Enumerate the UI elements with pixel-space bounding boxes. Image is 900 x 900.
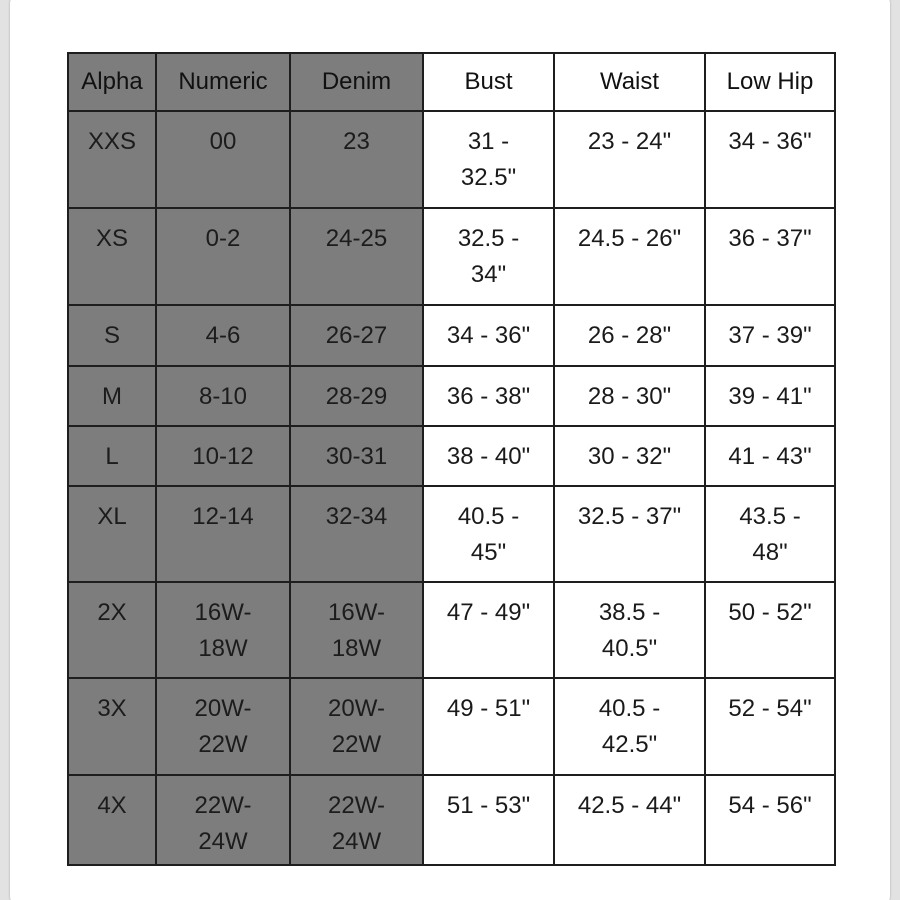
table-row <box>68 775 835 865</box>
cell-text: 34 - 36" <box>728 128 812 155</box>
cell-denim <box>290 486 423 582</box>
cell-alpha <box>68 111 156 208</box>
table-row <box>68 305 835 366</box>
table-row <box>68 111 835 208</box>
cell-numeric <box>156 678 290 775</box>
cell-numeric <box>156 111 290 208</box>
cell-bust <box>423 582 554 678</box>
cell-text: 28 - 30" <box>587 383 672 410</box>
cell-numeric <box>156 426 290 486</box>
cell-low-hip <box>705 366 835 426</box>
cell-bust <box>423 775 554 865</box>
table-row <box>68 366 835 426</box>
cell-text: 30 - 32" <box>587 443 672 470</box>
cell-text: 31 - 32.5" <box>460 128 517 191</box>
cell-bust <box>423 208 554 305</box>
cell-text: 26 - 28" <box>587 322 672 349</box>
cell-waist <box>554 305 705 366</box>
header-alpha: Alpha <box>68 53 156 111</box>
cell-text: 32.5 - 37" <box>577 503 682 530</box>
cell-text: 32-34 <box>325 503 388 530</box>
cell-numeric <box>156 775 290 865</box>
cell-text: S <box>103 322 120 349</box>
header-row <box>68 53 835 111</box>
cell-bust <box>423 486 554 582</box>
table-row <box>68 208 835 305</box>
cell-text: 50 - 52" <box>728 599 812 626</box>
cell-alpha <box>68 366 156 426</box>
cell-alpha <box>68 305 156 366</box>
cell-text: 8-10 <box>198 383 248 410</box>
header-denim: Denim <box>290 53 423 111</box>
cell-waist <box>554 208 705 305</box>
cell-text: 4-6 <box>205 322 241 349</box>
cell-low-hip <box>705 208 835 305</box>
cell-text: 20W-22W <box>194 695 252 758</box>
cell-text: 38 - 40" <box>446 443 531 470</box>
cell-text: XXS <box>87 128 137 155</box>
cell-numeric <box>156 582 290 678</box>
cell-denim <box>290 775 423 865</box>
table-row <box>68 582 835 678</box>
cell-text: 16W-18W <box>328 599 385 662</box>
cell-waist <box>554 582 705 678</box>
cell-text: 32.5 - 34" <box>457 225 520 288</box>
cell-low-hip <box>705 426 835 486</box>
cell-text: L <box>105 443 119 470</box>
cell-alpha <box>68 426 156 486</box>
cell-alpha <box>68 208 156 305</box>
cell-bust <box>423 426 554 486</box>
cell-numeric <box>156 208 290 305</box>
cell-text: 10-12 <box>192 443 254 470</box>
cell-numeric <box>156 305 290 366</box>
cell-text: 40.5 - 42.5" <box>598 695 661 758</box>
cell-text: 3X <box>97 695 127 722</box>
cell-alpha <box>68 486 156 582</box>
cell-low-hip <box>705 775 835 865</box>
cell-bust <box>423 366 554 426</box>
cell-text: 51 - 53" <box>446 792 531 819</box>
cell-text: 23 - 24" <box>587 128 672 155</box>
size-chart-table <box>67 52 836 866</box>
cell-text: 37 - 39" <box>728 322 812 349</box>
table-row <box>68 678 835 775</box>
cell-low-hip <box>705 678 835 775</box>
header-numeric: Numeric <box>156 53 290 111</box>
header-low-hip: Low Hip <box>705 53 835 111</box>
cell-text: XS <box>95 225 128 252</box>
cell-numeric <box>156 366 290 426</box>
cell-low-hip <box>705 486 835 582</box>
cell-text: 39 - 41" <box>728 383 812 410</box>
cell-text: 43.5 - 48" <box>739 503 801 566</box>
table-row <box>68 486 835 582</box>
cell-text: 47 - 49" <box>446 599 531 626</box>
cell-waist <box>554 366 705 426</box>
cell-denim <box>290 678 423 775</box>
cell-text: 22W-24W <box>194 792 252 855</box>
cell-bust <box>423 305 554 366</box>
cell-text: 0-2 <box>205 225 241 252</box>
cell-text: 16W-18W <box>194 599 252 662</box>
cell-text: 20W-22W <box>328 695 385 758</box>
cell-text: 52 - 54" <box>728 695 812 722</box>
cell-text: 49 - 51" <box>446 695 531 722</box>
cell-denim <box>290 305 423 366</box>
cell-text: 00 <box>209 128 237 155</box>
cell-waist <box>554 678 705 775</box>
cell-text: 38.5 - 40.5" <box>598 599 661 662</box>
cell-text: XL <box>97 503 127 530</box>
cell-text: M <box>102 383 122 410</box>
cell-text: 23 <box>343 128 370 155</box>
cell-text: 22W-24W <box>328 792 385 855</box>
cell-text: 42.5 - 44" <box>577 792 682 819</box>
table-row <box>68 426 835 486</box>
cell-text: 40.5 - 45" <box>457 503 520 566</box>
cell-text: 4X <box>97 792 127 819</box>
cell-denim <box>290 111 423 208</box>
cell-text: 36 - 38" <box>446 383 531 410</box>
cell-text: 2X <box>97 599 127 626</box>
cell-waist <box>554 426 705 486</box>
cell-waist <box>554 775 705 865</box>
cell-low-hip <box>705 305 835 366</box>
cell-denim <box>290 582 423 678</box>
cell-denim <box>290 366 423 426</box>
header-bust: Bust <box>423 53 554 111</box>
cell-bust <box>423 111 554 208</box>
cell-low-hip <box>705 111 835 208</box>
cell-text: 28-29 <box>325 383 388 410</box>
cell-text: 41 - 43" <box>728 443 812 470</box>
cell-alpha <box>68 582 156 678</box>
cell-text: 36 - 37" <box>728 225 812 252</box>
cell-numeric <box>156 486 290 582</box>
header-waist: Waist <box>554 53 705 111</box>
cell-text: 26-27 <box>325 322 388 349</box>
cell-text: 30-31 <box>325 443 388 470</box>
cell-text: 54 - 56" <box>728 792 812 819</box>
cell-text: 34 - 36" <box>446 322 531 349</box>
cell-denim <box>290 208 423 305</box>
cell-low-hip <box>705 582 835 678</box>
cell-alpha <box>68 775 156 865</box>
cell-text: 24-25 <box>325 225 388 252</box>
cell-text: 24.5 - 26" <box>577 225 682 252</box>
cell-waist <box>554 486 705 582</box>
cell-waist <box>554 111 705 208</box>
cell-denim <box>290 426 423 486</box>
cell-alpha <box>68 678 156 775</box>
cell-text: 12-14 <box>192 503 254 530</box>
cell-bust <box>423 678 554 775</box>
